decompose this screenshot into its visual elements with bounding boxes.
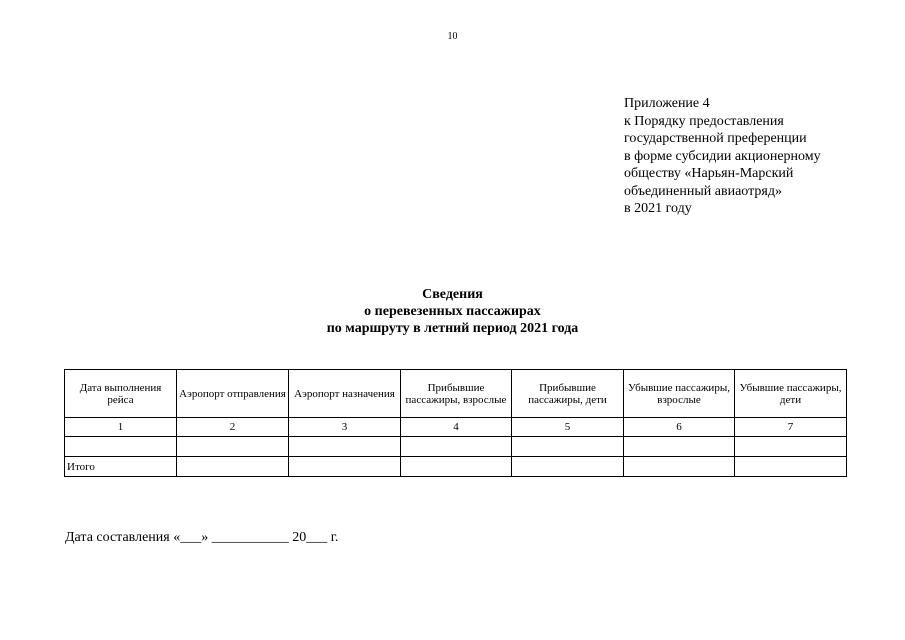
column-number: 2 [177,418,289,437]
table-cell [177,457,289,477]
table-cell [289,437,401,457]
appendix-line: объединенный авиаотряд» [624,183,782,199]
title-line: Сведения [422,287,483,302]
header-cell-flight-date: Дата выполнения рейса [65,370,177,418]
table-cell [624,457,735,477]
header-row [65,370,847,418]
column-number: 7 [735,418,847,437]
table-cell [177,437,289,457]
passengers-table [64,369,847,477]
compilation-date-line: Дата составления «___» ___________ 20___ г. [65,530,339,545]
header-cell-departed-adults: Убывшие пассажиры, взрослые [624,370,735,418]
header-cell-departure-airport: Аэропорт отправления [177,370,289,418]
table-cell [401,437,512,457]
column-number: 4 [401,418,512,437]
total-label: Итого [65,457,177,477]
table-cell [289,457,401,477]
table-cell [735,457,847,477]
column-number: 3 [289,418,401,437]
appendix-line: в 2021 году [624,201,692,216]
appendix-note [624,95,821,218]
table-cell [401,457,512,477]
column-number: 6 [624,418,735,437]
table-cell [512,437,624,457]
header-cell-departed-children: Убывшие пассажиры, дети [735,370,847,418]
column-number-row [65,418,847,437]
total-row [65,457,847,477]
header-cell-arrival-airport: Аэропорт назначения [289,370,401,418]
appendix-line: Приложение 4 [624,96,710,111]
table-cell [65,437,177,457]
title-line: о перевезенных пассажирах [364,304,541,319]
appendix-line: в форме субсидии акционерному [624,148,821,164]
title-line: по маршруту в летний период 2021 года [326,321,579,336]
appendix-line: государственной преференции [624,131,807,146]
column-number: 1 [65,418,177,437]
table-cell [624,437,735,457]
column-number: 5 [512,418,624,437]
appendix-line: к Порядку предоставления [624,113,784,129]
header-cell-arrived-children: Прибывшие пассажиры, дети [512,370,624,418]
appendix-line: обществу «Нарьян-Марский [624,166,794,181]
header-cell-arrived-adults: Прибывшие пассажиры, взрослые [401,370,512,418]
table-cell [512,457,624,477]
table-row [65,437,847,457]
page-number: 10 [447,31,458,42]
document-title [0,286,905,337]
table-cell [735,437,847,457]
